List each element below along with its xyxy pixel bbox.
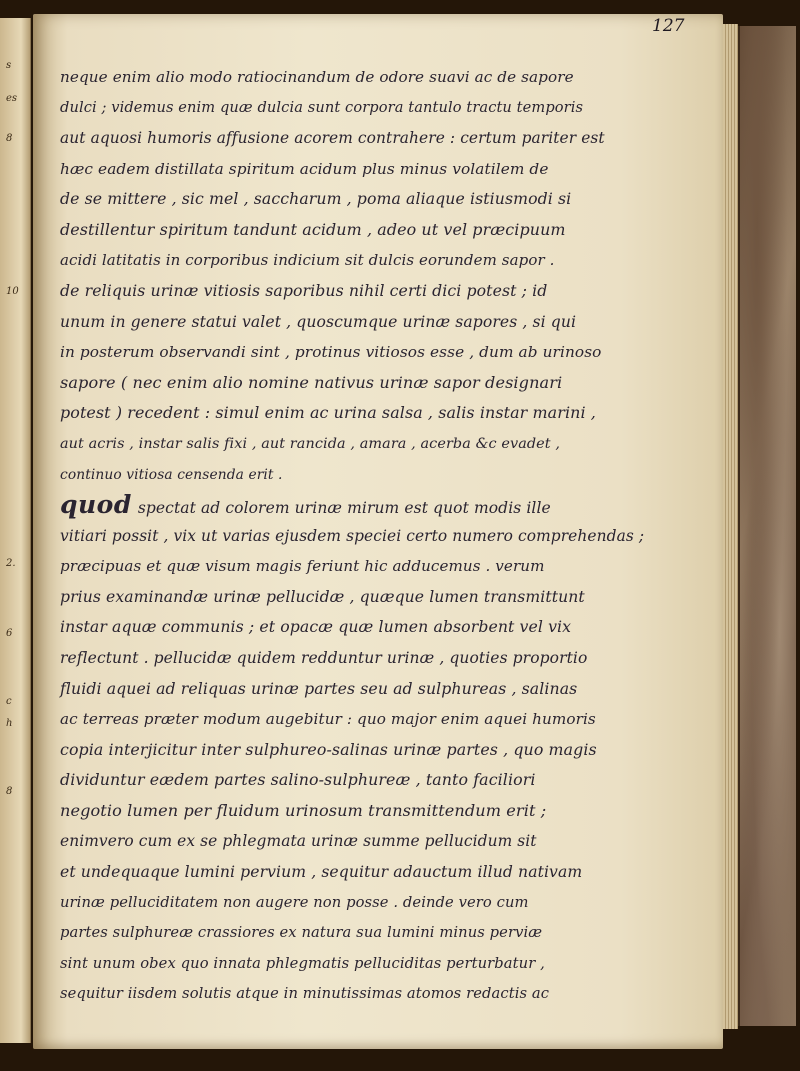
- margin-mark: h: [6, 718, 13, 729]
- margin-mark: 2.: [6, 558, 16, 569]
- folio-number: 127: [652, 16, 685, 36]
- text-line: destillentur spiritum tandunt acidum , adeo ut vel præcipuum: [60, 219, 566, 239]
- text-line: hæc eadem distillata spiritum acidum plus minus volatilem de: [60, 159, 549, 178]
- text-line: dulci ; videmus enim quæ dulcia sunt corpora tantulo tractu temporis: [60, 98, 584, 116]
- margin-mark: s: [6, 60, 12, 71]
- text-line: sint unum obex quo innata phlegmatis pelluciditas perturbatur ,: [60, 954, 545, 972]
- margin-mark: 10: [6, 286, 19, 297]
- facing-page-edge: [0, 18, 31, 1043]
- page-block-edges: [723, 24, 738, 1029]
- text-line: urinæ pelluciditatem non augere non posse . deinde vero cum: [60, 893, 529, 911]
- text-line: prius examinandæ urinæ pellucidæ , quæque lumen transmittunt: [60, 587, 585, 606]
- text-line: potest ) recedent : simul enim ac urina salsa , salis instar marini ,: [60, 403, 596, 423]
- text-line: continuo vitiosa censenda erit .: [60, 466, 283, 483]
- margin-mark: 8: [6, 786, 13, 797]
- text-line: sapore ( nec enim alio nomine nativus urinæ sapor designari: [60, 372, 563, 392]
- text-line: aut aquosi humoris affusione acorem contrahere : certum pariter est: [60, 129, 605, 148]
- text-line: partes sulphureæ crassiores ex natura sua lumini minus perviæ: [60, 924, 543, 942]
- text-line: de reliquis urinæ vitiosis saporibus nihil certi dici potest ; id: [60, 281, 548, 301]
- text-line: copia interjicitur inter sulphureo-salinas urinæ partes , quo magis: [60, 739, 597, 759]
- text-line: fluidi aquei ad reliquas urinæ partes seu ad sulphureas , salinas: [60, 678, 578, 698]
- text-line: dividuntur eædem partes salino-sulphureæ , tanto faciliori: [60, 770, 536, 790]
- margin-mark: c: [6, 696, 12, 707]
- text-line: enimvero cum ex se phlegmata urinæ summe pellucidum sit: [60, 832, 537, 851]
- manuscript-text: [60, 62, 660, 1010]
- text-line: acidi latitatis in corporibus indicium sit dulcis eorundem sapor .: [60, 251, 555, 270]
- margin-mark: 8: [6, 133, 13, 144]
- text-line: de se mittere , sic mel , saccharum , poma aliaque istiusmodi si: [60, 189, 572, 209]
- text-line: præcipuas et quæ visum magis feriunt hic adducemus . verum: [60, 557, 545, 576]
- text-line: negotio lumen per fluidum urinosum transmittendum erit ;: [60, 800, 547, 820]
- text-line: ac terreas præter modum augebitur : quo major enim aquei humoris: [60, 710, 596, 729]
- text-line: sequitur iisdem solutis atque in minutissimas atomos redactis ac: [60, 985, 550, 1003]
- text-line: vitiari possit , vix ut varias ejusdem speciei certo numero comprehendas ;: [60, 526, 645, 545]
- margin-mark: 6: [6, 628, 13, 639]
- text-line: neque enim alio modo ratiocinandum de odore suavi ac de sapore: [60, 68, 574, 86]
- text-line: instar aquæ communis ; et opacæ quæ lumen absorbent vel vix: [60, 617, 572, 637]
- text-line: et undequaque lumini pervium , sequitur adauctum illud nativam: [60, 863, 583, 882]
- text-line-rest: spectat ad colorem urinæ mirum est quot modis ille: [137, 499, 551, 518]
- text-line: in posterum observandi sint , protinus vitiosos esse , dum ab urinoso: [60, 343, 602, 362]
- text-line: reflectunt . pellucidæ quidem redduntur urinæ , quoties proportio: [60, 648, 588, 667]
- margin-mark: es: [6, 93, 18, 104]
- text-line: aut acris , instar salis fixi , aut rancida , amara , acerba &c evadet ,: [60, 435, 561, 452]
- text-line-with-initial: [60, 490, 660, 521]
- marbled-cover: [738, 26, 796, 1026]
- text-line: unum in genere statui valet , quoscumque urinæ sapores , si qui: [60, 312, 577, 331]
- initial-word: quod: [60, 490, 132, 520]
